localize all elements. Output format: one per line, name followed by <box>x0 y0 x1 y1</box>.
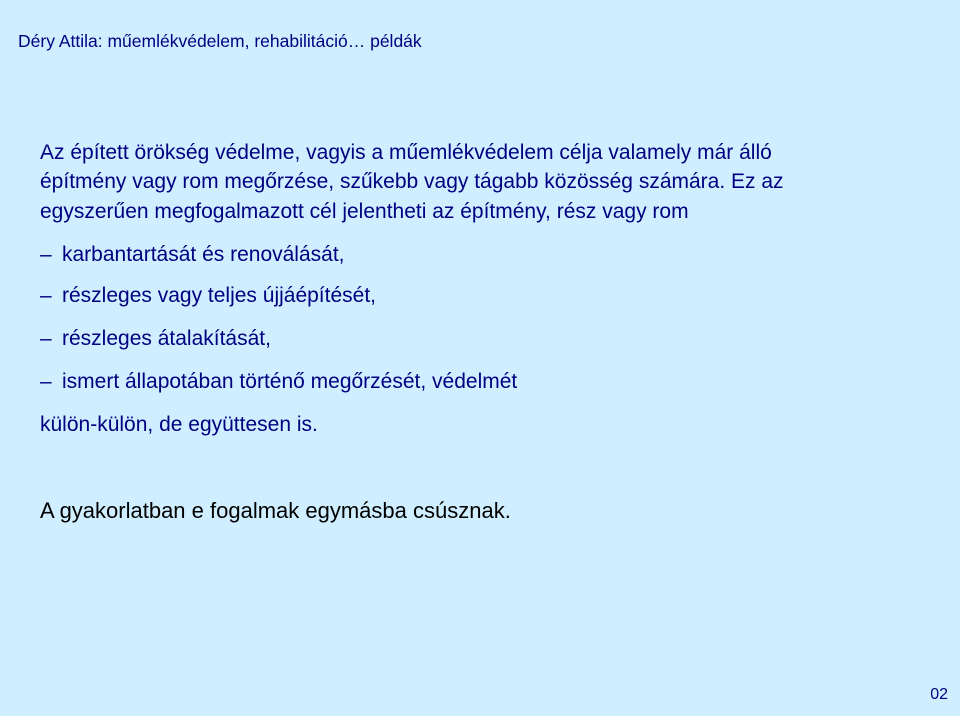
conclusion-text: A gyakorlatban e fogalmak egymásba csúsznak. <box>40 498 511 523</box>
dash-list-item <box>40 284 376 308</box>
dash-item-text: karbantartását és renoválását, <box>62 243 345 266</box>
slide-header <box>0 0 960 84</box>
page-number: 02 <box>930 686 948 703</box>
header-title: Déry Attila: műemlékvédelem, rehabilitáció… példák <box>18 31 422 51</box>
dash-list-item <box>40 327 271 351</box>
closing-line: külön-külön, de együttesen is. <box>40 413 318 436</box>
dash-list-item <box>40 370 517 394</box>
dash-item-text: részleges átalakítását, <box>62 327 271 350</box>
dash-bullet: – <box>40 243 52 266</box>
dash-bullet: – <box>40 370 52 393</box>
dash-item-text: ismert állapotában történő megőrzését, védelmét <box>62 370 518 393</box>
paragraph-line: egyszerűen megfogalmazott cél jelentheti az építmény, rész vagy rom <box>40 200 689 223</box>
dash-bullet: – <box>40 284 52 307</box>
footer-bar <box>0 669 960 716</box>
dash-bullet: – <box>40 327 52 350</box>
dash-list-item <box>40 243 345 267</box>
dash-item-text: részleges vagy teljes újjáépítését, <box>62 284 377 307</box>
paragraph-line: építmény vagy rom megőrzése, szűkebb vagy tágabb közösség számára. Ez az <box>40 170 784 193</box>
paragraph-line: Az épített örökség védelme, vagyis a műemlékvédelem célja valamely már álló <box>40 141 772 164</box>
